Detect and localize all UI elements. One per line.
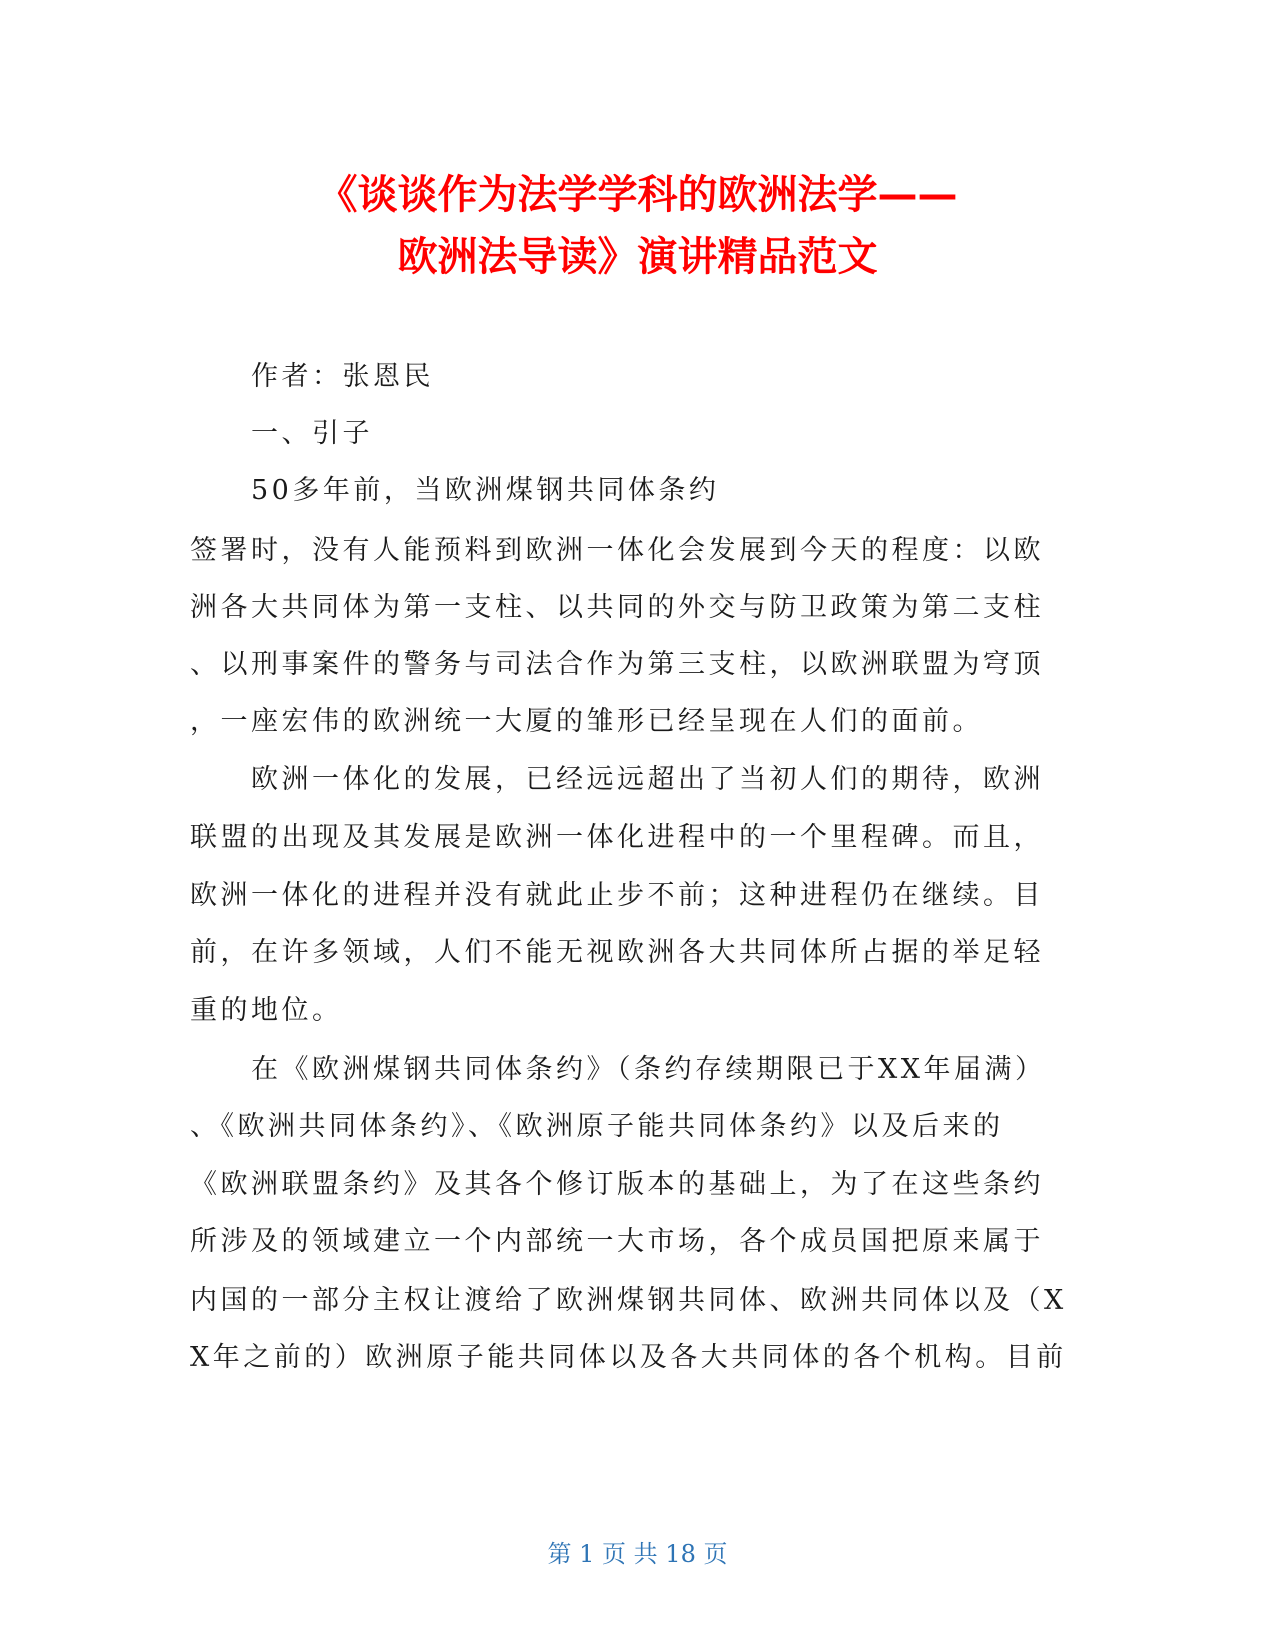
paragraph-line: 在《欧洲煤钢共同体条约》（条约存续期限已于XX年届满） bbox=[251, 1054, 1046, 1085]
paragraph-line: X年之前的）欧洲原子能共同体以及各大共同体的各个机构。目前 bbox=[190, 1342, 1067, 1373]
author-line: 作者：张恩民 bbox=[251, 361, 434, 392]
paragraph-line: ，一座宏伟的欧洲统一大厦的雏形已经呈现在人们的面前。 bbox=[190, 706, 983, 737]
paragraph-line: 前，在许多领域，人们不能无视欧洲各大共同体所占据的举足轻 bbox=[190, 937, 1044, 968]
document-title-line-1: 《谈谈作为法学学科的欧洲法学—— bbox=[317, 172, 958, 218]
paragraph-line: 洲各大共同体为第一支柱、以共同的外交与防卫政策为第二支柱 bbox=[190, 592, 1044, 623]
paragraph-line: 重的地位。 bbox=[190, 995, 343, 1026]
document-title-line-2: 欧洲法导读》演讲精品范文 bbox=[397, 234, 878, 280]
paragraph-line: 签署时，没有人能预料到欧洲一体化会发展到今天的程度：以欧 bbox=[190, 535, 1044, 566]
paragraph-line: 欧洲一体化的发展，已经远远超出了当初人们的期待，欧洲 bbox=[251, 764, 1044, 795]
page-number-footer: 第 1 页 共 18 页 bbox=[547, 1540, 728, 1568]
paragraph-line: 、以刑事案件的警务与司法合作为第三支柱，以欧洲联盟为穹顶 bbox=[190, 649, 1044, 680]
paragraph-line: 欧洲一体化的进程并没有就此止步不前；这种进程仍在继续。目 bbox=[190, 880, 1044, 911]
paragraph-line: 50多年前，当欧洲煤钢共同体条约 bbox=[251, 475, 720, 506]
paragraph-line: 内国的一部分主权让渡给了欧洲煤钢共同体、欧洲共同体以及（X bbox=[190, 1285, 1067, 1316]
paragraph-line: 联盟的出现及其发展是欧洲一体化进程中的一个里程碑。而且， bbox=[190, 822, 1044, 853]
section-heading: 一、引子 bbox=[251, 418, 373, 449]
paragraph-line: 、《欧洲共同体条约》、《欧洲原子能共同体条约》以及后来的 bbox=[190, 1111, 1004, 1142]
paragraph-line: 《欧洲联盟条约》及其各个修订版本的基础上，为了在这些条约 bbox=[190, 1169, 1044, 1200]
paragraph-line: 所涉及的领域建立一个内部统一大市场，各个成员国把原来属于 bbox=[190, 1226, 1044, 1257]
